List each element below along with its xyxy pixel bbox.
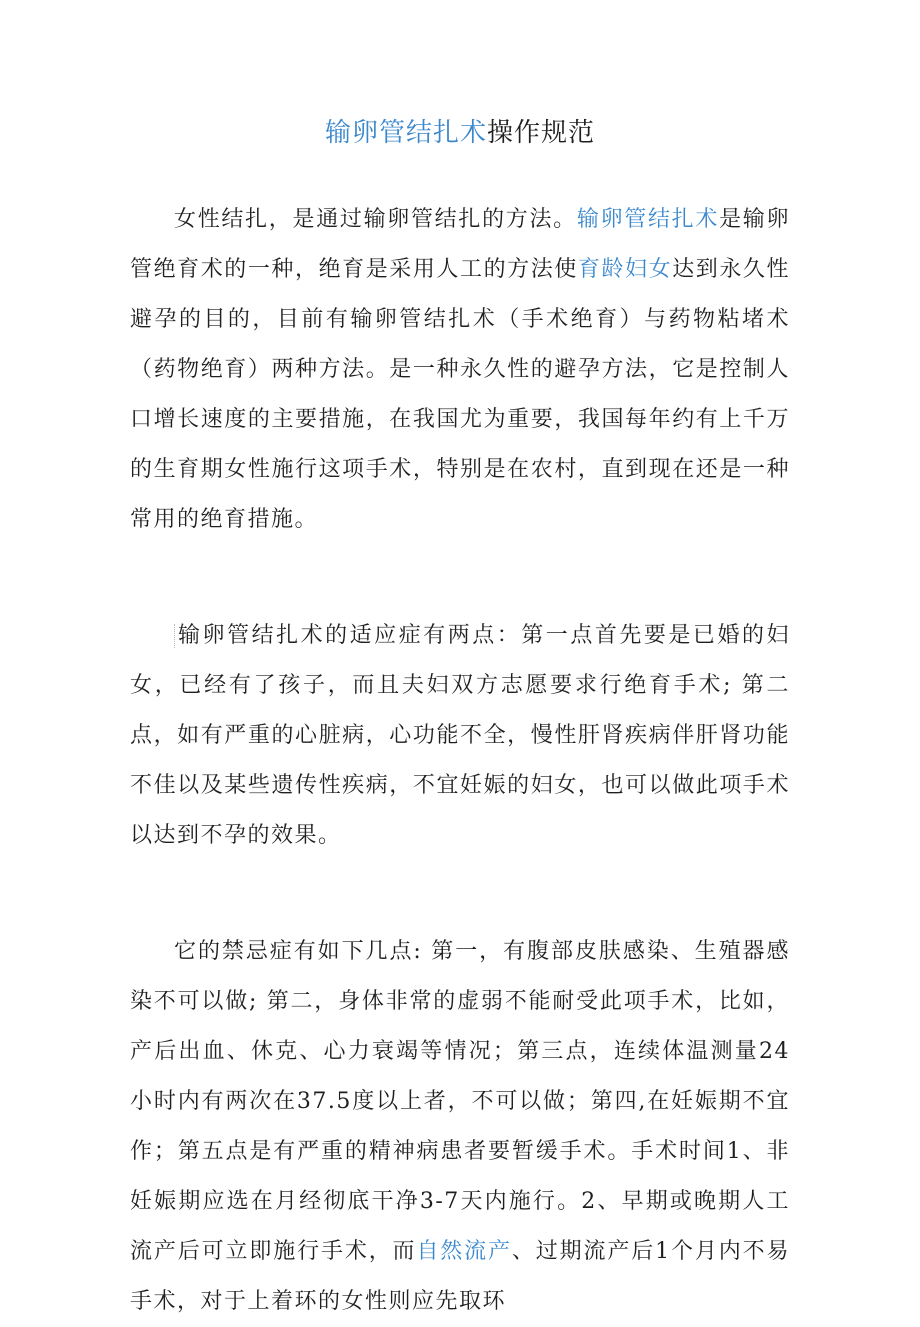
- paragraph-text: 、过期流产后1个月内不易手术，对于上着环的女性则应先取环: [130, 1239, 790, 1314]
- paragraph-text: 达到永久性避孕的目的，目前有输卵管结扎术（手术绝育）与药物粘堵术（药物绝育）两种方法。是一种永久性的避孕方法，它是控制人口增长速度的主要措施，在我国尤为重要，我国每年约有上千万的生育期女性施行这项手术，特别是在农村，直到现在还是一种常用的绝育措施。: [130, 257, 790, 532]
- inline-link[interactable]: 育龄妇女: [577, 257, 673, 282]
- paragraph: [130, 195, 790, 545]
- document-title: [130, 112, 790, 149]
- paragraph: [130, 611, 790, 861]
- paragraph-text: 女性结扎，是通过输卵管结扎的方法。: [174, 207, 577, 232]
- title-rest: 操作规范: [487, 118, 596, 148]
- inline-link[interactable]: 输卵管结扎术: [576, 207, 720, 232]
- inline-link[interactable]: 自然流产: [416, 1239, 512, 1264]
- paragraph-text: 输卵管结扎术的适应症有两点：第一点首先要是已婚的妇女，已经有了孩子，而且夫妇双方志愿要求行绝育手术; 第二点，如有严重的心脏病，心功能不全，慢性肝肾疾病伴肝肾功能不佳以及某些遗传性疾病，不宜妊娠的妇女，也可以做此项手术以达到不孕的效果。: [130, 623, 790, 848]
- paragraph-text: 是输卵管绝育术的一种，绝育是采用人工的方法使: [130, 207, 790, 282]
- document-body: [130, 195, 790, 1327]
- paragraph-text: 它的禁忌症有如下几点: 第一，有腹部皮肤感染、生殖器感染不可以做; 第二，身体非常的虚弱不能耐受此项手术，比如，产后出血、休克、心力衰竭等情况；第三点，连续体温测量24小时内有两次在37.5度以上者，不可以做；第四,在妊娠期不宜作；第五点是有严重的精神病患者要暂缓手术。手术时间1、非妊娠期应选在月经彻底干净3-7天内施行。2、早期或晚期人工流产后可立即施行手术，而: [130, 939, 790, 1264]
- paragraph: [130, 927, 790, 1327]
- text-cursor: [174, 624, 175, 648]
- title-link[interactable]: 输卵管结扎术: [324, 118, 487, 148]
